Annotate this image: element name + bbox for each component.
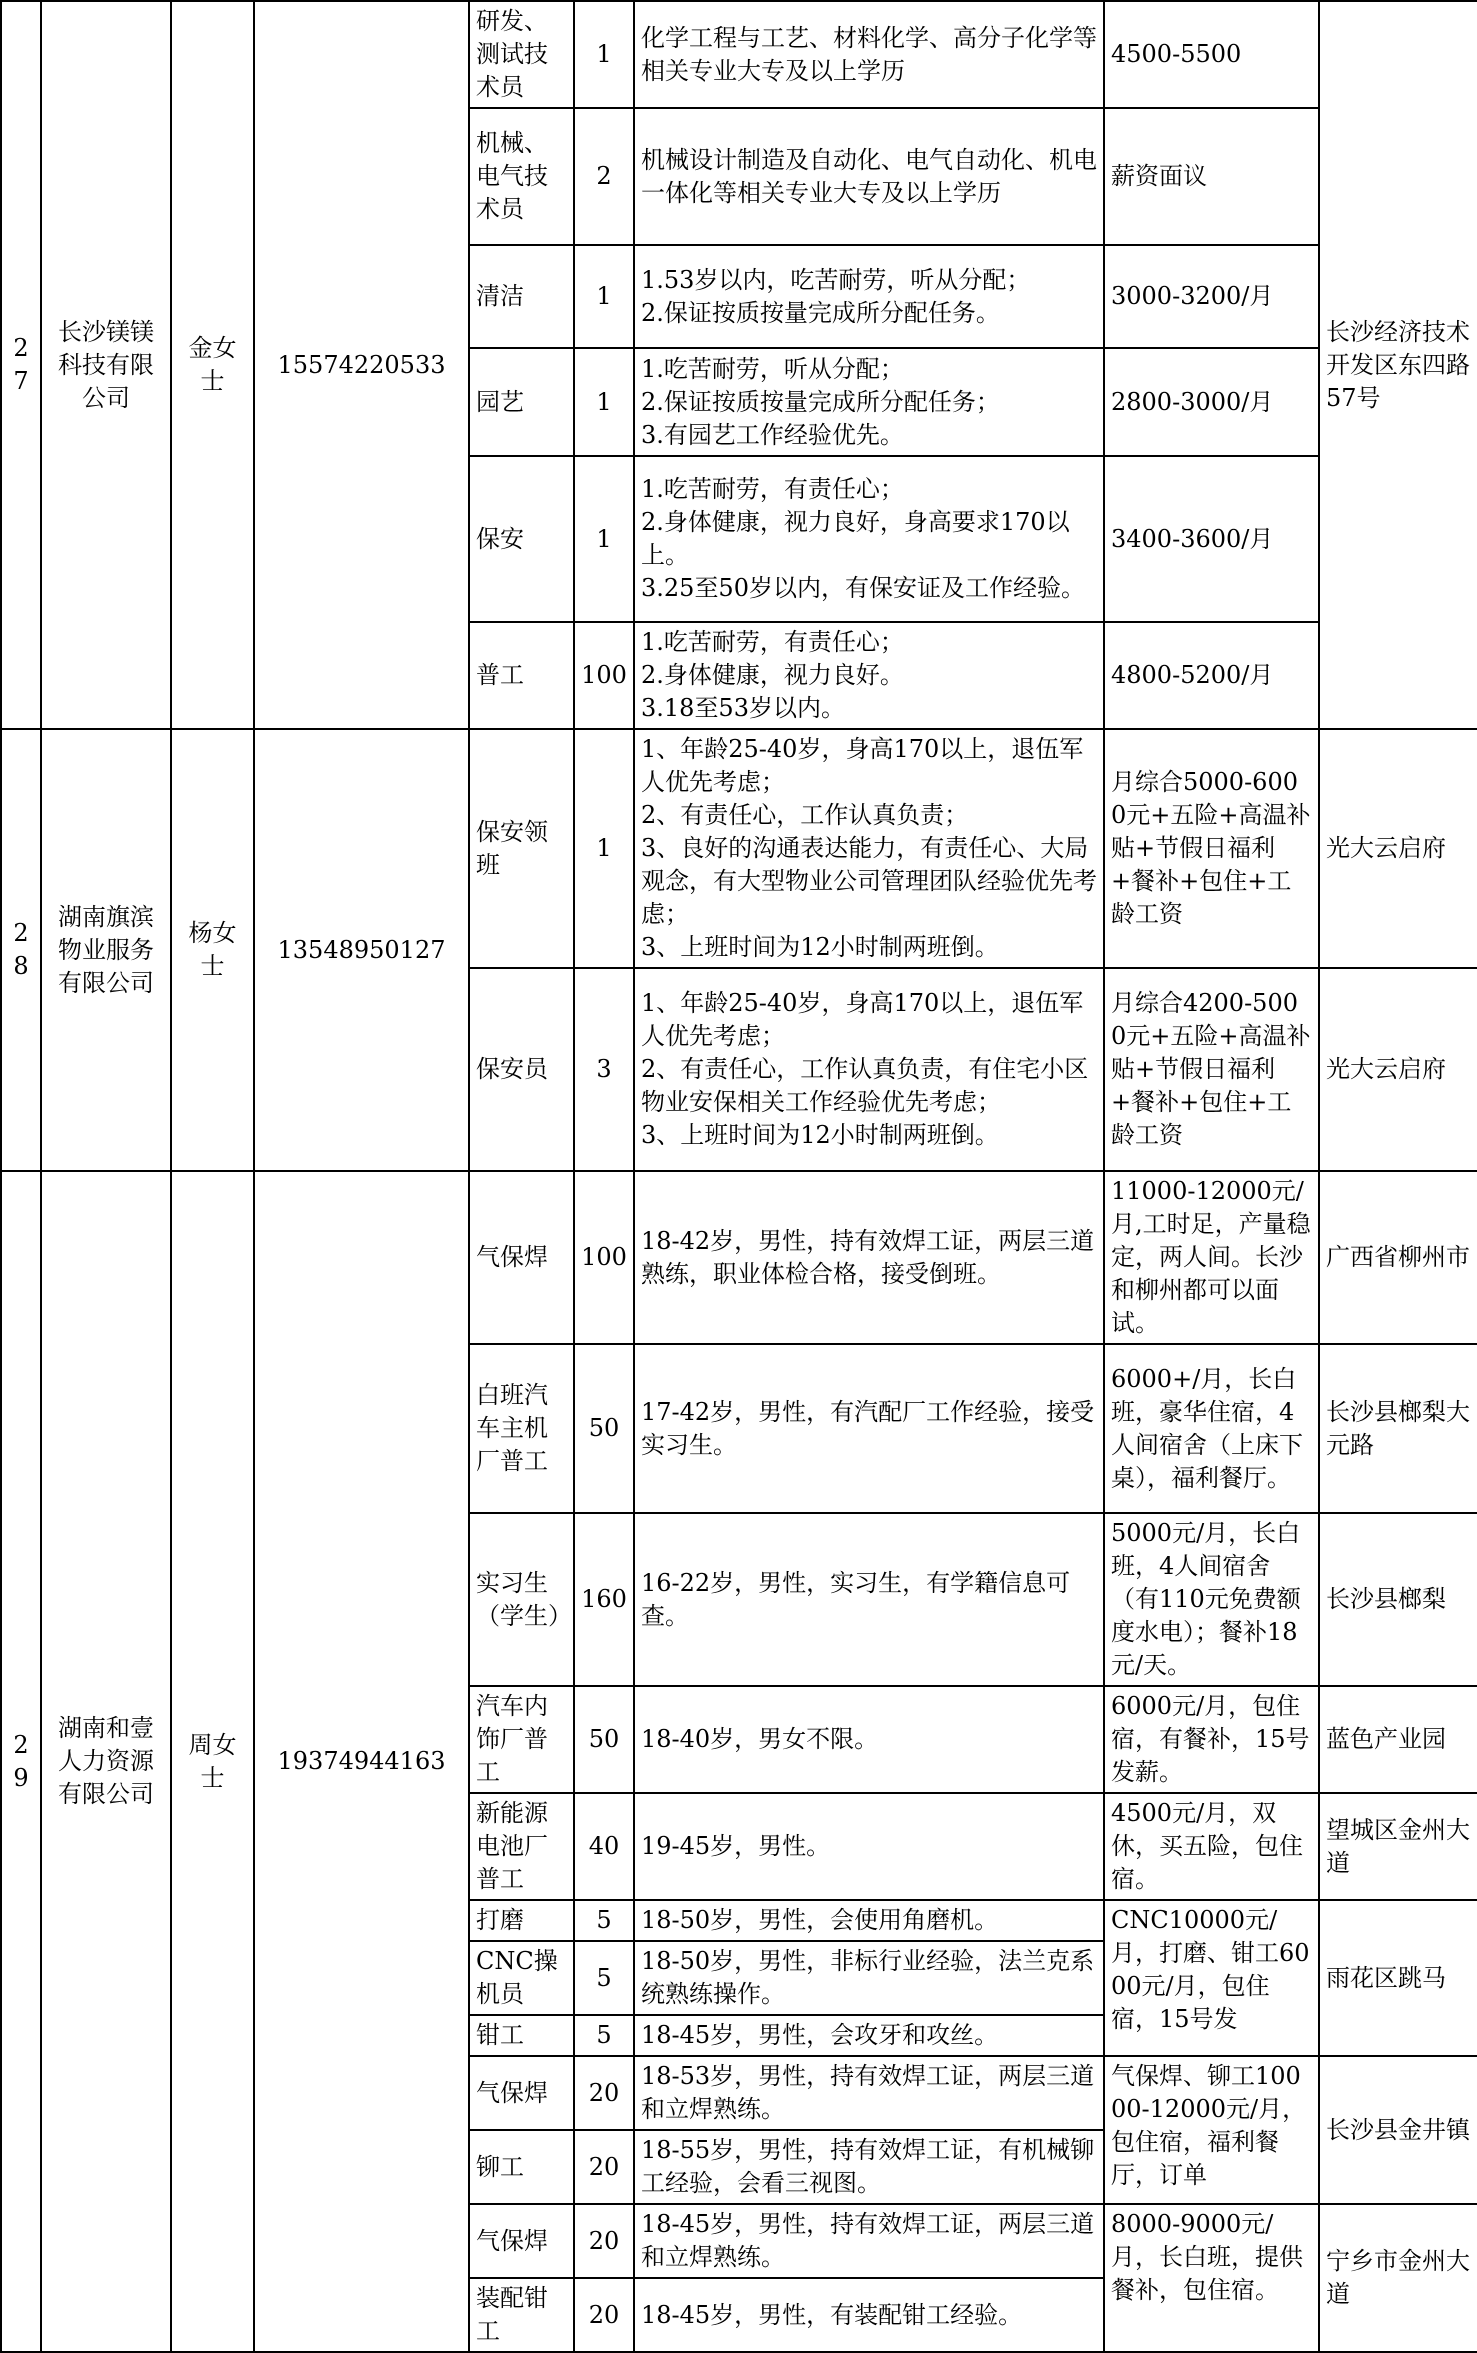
job-salary: 薪资面议 bbox=[1104, 108, 1319, 245]
job-count: 5 bbox=[574, 1941, 634, 2015]
job-count: 3 bbox=[574, 968, 634, 1171]
job-salary: 5000元/月，长白班，4人间宿舍（有110元免费额度水电）；餐补18元/天。 bbox=[1104, 1513, 1319, 1686]
job-salary: CNC10000元/月，打磨、钳工6000元/月，包住宿，15号发 bbox=[1104, 1900, 1319, 2056]
job-count: 1 bbox=[574, 245, 634, 348]
job-salary: 8000-9000元/月，长白班，提供餐补，包住宿。 bbox=[1104, 2204, 1319, 2352]
job-requirements: 18-45岁，男性，持有效焊工证，两层三道和立焊熟练。 bbox=[634, 2204, 1104, 2278]
job-requirements: 18-50岁，男性，非标行业经验，法兰克系统熟练操作。 bbox=[634, 1941, 1104, 2015]
job-count: 100 bbox=[574, 1171, 634, 1344]
job-count: 100 bbox=[574, 622, 634, 729]
job-count: 20 bbox=[574, 2056, 634, 2130]
job-title: 钳工 bbox=[469, 2015, 574, 2056]
work-address: 雨花区跳马 bbox=[1319, 1900, 1477, 2056]
job-count: 2 bbox=[574, 108, 634, 245]
job-requirements: 18-50岁，男性，会使用角磨机。 bbox=[634, 1900, 1104, 1941]
contact-person: 周女士 bbox=[171, 1171, 254, 2352]
job-title: 气保焊 bbox=[469, 1171, 574, 1344]
job-salary: 6000元/月，包住宿，有餐补，15号发薪。 bbox=[1104, 1686, 1319, 1793]
job-salary: 月综合5000-6000元+五险+高温补贴+节假日福利+餐补+包住+工龄工资 bbox=[1104, 729, 1319, 968]
job-salary: 月综合4200-5000元+五险+高温补贴+节假日福利+餐补+包住+工龄工资 bbox=[1104, 968, 1319, 1171]
job-requirements: 化学工程与工艺、材料化学、高分子化学等相关专业大专及以上学历 bbox=[634, 1, 1104, 108]
contact-person: 金女士 bbox=[171, 1, 254, 729]
job-requirements: 1.53岁以内，吃苦耐劳，听从分配； 2.保证按质按量完成所分配任务。 bbox=[634, 245, 1104, 348]
job-title: 实习生（学生） bbox=[469, 1513, 574, 1686]
job-requirements: 18-45岁，男性，有装配钳工经验。 bbox=[634, 2278, 1104, 2352]
work-address: 长沙经济技术开发区东四路57号 bbox=[1319, 1, 1477, 729]
job-title: 保安领班 bbox=[469, 729, 574, 968]
job-title: 清洁 bbox=[469, 245, 574, 348]
work-address: 长沙县金井镇 bbox=[1319, 2056, 1477, 2204]
contact-phone: 15574220533 bbox=[254, 1, 469, 729]
job-salary: 6000+/月，长白班，豪华住宿，4人间宿舍（上床下桌），福利餐厅。 bbox=[1104, 1344, 1319, 1513]
job-salary: 4500元/月，双休，买五险，包住宿。 bbox=[1104, 1793, 1319, 1900]
job-count: 20 bbox=[574, 2204, 634, 2278]
job-requirements: 17-42岁，男性，有汽配厂工作经验，接受实习生。 bbox=[634, 1344, 1104, 1513]
job-requirements: 18-53岁，男性，持有效焊工证，两层三道和立焊熟练。 bbox=[634, 2056, 1104, 2130]
work-address: 蓝色产业园 bbox=[1319, 1686, 1477, 1793]
job-count: 20 bbox=[574, 2130, 634, 2204]
table-row bbox=[1, 1, 1477, 108]
job-salary: 11000-12000元/月,工时足，产量稳定，两人间。长沙和柳州都可以面试。 bbox=[1104, 1171, 1319, 1344]
job-title: 汽车内饰厂普工 bbox=[469, 1686, 574, 1793]
work-address: 望城区金州大道 bbox=[1319, 1793, 1477, 1900]
job-count: 40 bbox=[574, 1793, 634, 1900]
job-count: 1 bbox=[574, 456, 634, 622]
job-title: 气保焊 bbox=[469, 2056, 574, 2130]
work-address: 广西省柳州市 bbox=[1319, 1171, 1477, 1344]
job-count: 1 bbox=[574, 729, 634, 968]
work-address: 长沙县榔梨 bbox=[1319, 1513, 1477, 1686]
job-title: 新能源电池厂普工 bbox=[469, 1793, 574, 1900]
company-number: 27 bbox=[1, 1, 41, 729]
job-requirements: 18-55岁，男性，持有效焊工证，有机械铆工经验，会看三视图。 bbox=[634, 2130, 1104, 2204]
work-address: 光大云启府 bbox=[1319, 729, 1477, 968]
job-count: 20 bbox=[574, 2278, 634, 2352]
company-number: 28 bbox=[1, 729, 41, 1171]
company-name: 湖南旗滨物业服务有限公司 bbox=[41, 729, 171, 1171]
company-name: 长沙镁镁科技有限公司 bbox=[41, 1, 171, 729]
table-row bbox=[1, 729, 1477, 968]
contact-phone: 13548950127 bbox=[254, 729, 469, 1171]
job-count: 50 bbox=[574, 1686, 634, 1793]
job-requirements: 机械设计制造及自动化、电气自动化、机电一体化等相关专业大专及以上学历 bbox=[634, 108, 1104, 245]
job-count: 50 bbox=[574, 1344, 634, 1513]
job-salary: 2800-3000/月 bbox=[1104, 348, 1319, 456]
job-salary: 4500-5500 bbox=[1104, 1, 1319, 108]
job-count: 1 bbox=[574, 1, 634, 108]
job-title: 气保焊 bbox=[469, 2204, 574, 2278]
job-salary: 3000-3200/月 bbox=[1104, 245, 1319, 348]
contact-phone: 19374944163 bbox=[254, 1171, 469, 2352]
job-salary: 4800-5200/月 bbox=[1104, 622, 1319, 729]
company-name: 湖南和壹人力资源有限公司 bbox=[41, 1171, 171, 2352]
work-address: 宁乡市金州大道 bbox=[1319, 2204, 1477, 2352]
job-title: 保安员 bbox=[469, 968, 574, 1171]
work-address: 长沙县榔梨大元路 bbox=[1319, 1344, 1477, 1513]
company-number: 29 bbox=[1, 1171, 41, 2352]
job-requirements: 18-42岁，男性，持有效焊工证，两层三道熟练，职业体检合格，接受倒班。 bbox=[634, 1171, 1104, 1344]
contact-person: 杨女士 bbox=[171, 729, 254, 1171]
job-title: 研发、测试技术员 bbox=[469, 1, 574, 108]
job-requirements: 1、年龄25-40岁，身高170以上，退伍军人优先考虑； 2、有责任心，工作认真负责； 3、良好的沟通表达能力，有责任心、大局观念，有大型物业公司管理团队经验优先考虑； 3、上班时间为12小时制两班倒。 bbox=[634, 729, 1104, 968]
work-address: 光大云启府 bbox=[1319, 968, 1477, 1171]
job-salary: 气保焊、铆工10000-12000元/月，包住宿，福利餐厅，订单 bbox=[1104, 2056, 1319, 2204]
job-requirements: 19-45岁，男性。 bbox=[634, 1793, 1104, 1900]
job-count: 1 bbox=[574, 348, 634, 456]
job-salary: 3400-3600/月 bbox=[1104, 456, 1319, 622]
job-title: 普工 bbox=[469, 622, 574, 729]
job-title: CNC操机员 bbox=[469, 1941, 574, 2015]
job-requirements: 16-22岁，男性，实习生，有学籍信息可查。 bbox=[634, 1513, 1104, 1686]
job-requirements: 1.吃苦耐劳，有责任心； 2.身体健康，视力良好。 3.18至53岁以内。 bbox=[634, 622, 1104, 729]
job-title: 机械、电气技术员 bbox=[469, 108, 574, 245]
job-requirements: 18-40岁，男女不限。 bbox=[634, 1686, 1104, 1793]
job-requirements: 1.吃苦耐劳，有责任心； 2.身体健康，视力良好，身高要求170以上。 3.25至50岁以内，有保安证及工作经验。 bbox=[634, 456, 1104, 622]
job-count: 5 bbox=[574, 2015, 634, 2056]
job-title: 装配钳工 bbox=[469, 2278, 574, 2352]
job-title: 园艺 bbox=[469, 348, 574, 456]
job-title: 铆工 bbox=[469, 2130, 574, 2204]
job-count: 160 bbox=[574, 1513, 634, 1686]
job-requirements: 1.吃苦耐劳，听从分配； 2.保证按质按量完成所分配任务； 3.有园艺工作经验优先。 bbox=[634, 348, 1104, 456]
job-requirements: 1、年龄25-40岁，身高170以上，退伍军人优先考虑； 2、有责任心，工作认真负责，有住宅小区物业安保相关工作经验优先考虑； 3、上班时间为12小时制两班倒。 bbox=[634, 968, 1104, 1171]
job-title: 打磨 bbox=[469, 1900, 574, 1941]
job-requirements: 18-45岁，男性，会攻牙和攻丝。 bbox=[634, 2015, 1104, 2056]
job-title: 白班汽车主机厂普工 bbox=[469, 1344, 574, 1513]
job-count: 5 bbox=[574, 1900, 634, 1941]
table-row bbox=[1, 1171, 1477, 1344]
job-title: 保安 bbox=[469, 456, 574, 622]
